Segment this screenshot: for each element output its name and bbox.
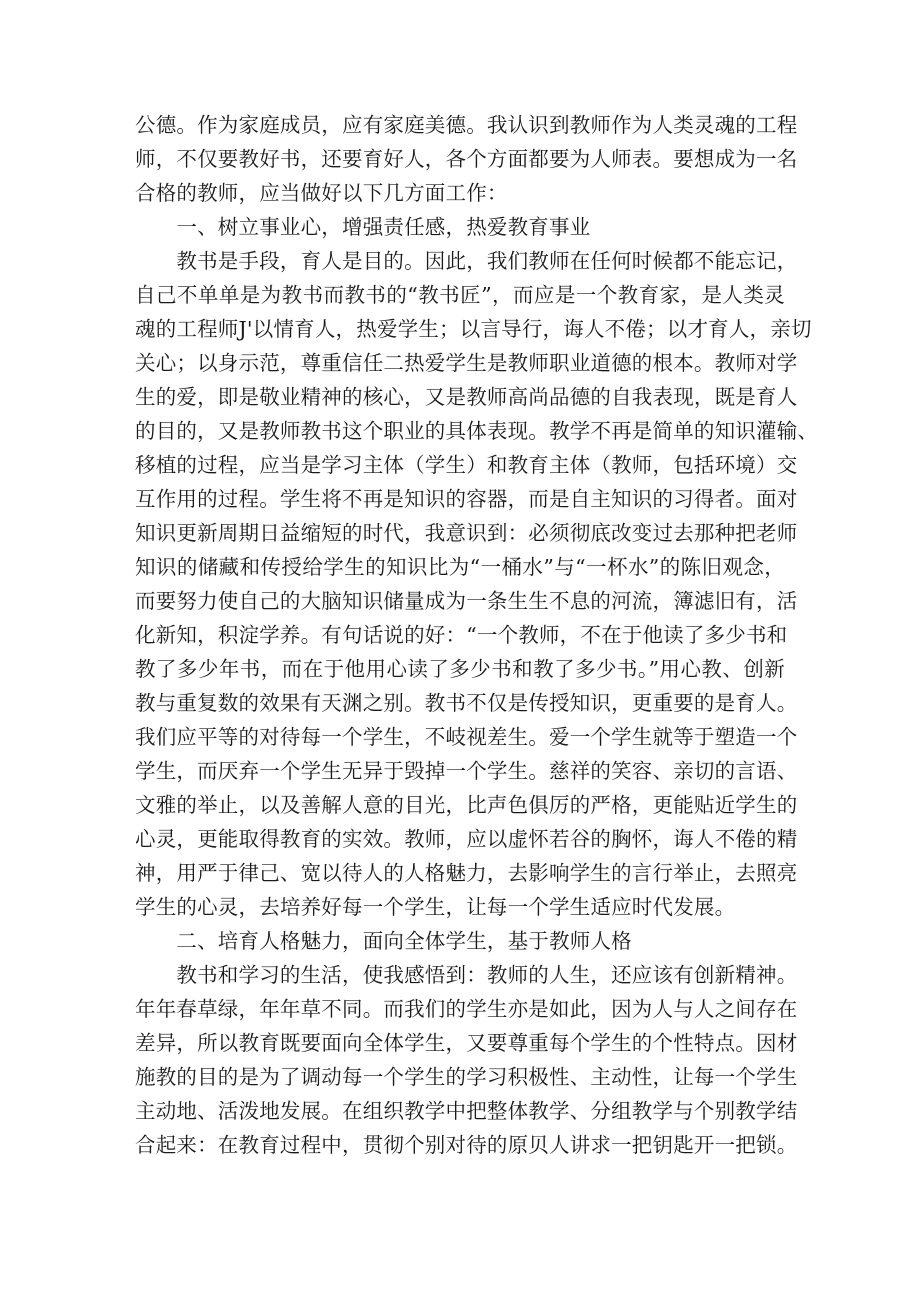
- text-line: 差异，所以教育既要面向全体学生，又要尊重每个学生的个性特点。因材: [135, 1031, 798, 1055]
- text-line: 关心；以身示范，尊重信任二热爱学生是教师职业道德的根本。教师对学: [135, 351, 798, 375]
- text-line: 施教的目的是为了调动每一个学生的学习积极性、主动性，让每一个学生: [135, 1065, 798, 1089]
- text-line: 我们应平等的对待每一个学生，不岐视差生。爱一个学生就等于塑造一个: [135, 725, 798, 749]
- paragraph-section-2: [135, 958, 798, 1162]
- text-line: 知识更新周期日益缩短的时代，我意识到：必须彻底改变过去那种把老师: [135, 521, 798, 545]
- text-line: 年年春草绿，年年草不同。而我们的学生亦是如此，因为人与人之间存在: [135, 997, 798, 1021]
- text-line: 化新知，积淀学养。有句话说的好：“一个教师，不在于他读了多少书和: [135, 623, 788, 647]
- text-line: 师，不仅要教好书，还要育好人，各个方面都要为人师表。要想成为一名: [135, 147, 798, 171]
- section-heading-2: [135, 924, 785, 958]
- text-line: 合起来：在教育过程中，贯彻个别对待的原贝人讲求一把钥匙开一把锁。: [135, 1133, 798, 1157]
- paragraph-section-1: [135, 244, 819, 924]
- text-line: 公德。作为家庭成员，应有家庭美德。我认识到教师作为人类灵魂的工程: [135, 113, 798, 137]
- text-line: 合格的教师，应当做好以下几方面工作：: [135, 181, 508, 205]
- text-line: 神，用严于律己、宽以待人的人格魅力，去影响学生的言行举止，去照亮: [135, 861, 798, 885]
- text-line: 魂的工程师J'以情育人，热爱学生；以言导行，诲人不倦；以才育人，亲切: [135, 317, 812, 341]
- document-page: [135, 108, 819, 1162]
- heading-text: 一、树立事业心，增强责任感，热爱教育事业: [135, 215, 591, 239]
- text-line: 学生的心灵，去培养好每一个学生，让每一个学生适应时代发展。: [135, 895, 736, 919]
- paragraph-intro: [135, 108, 798, 210]
- text-line: 生的爱，即是敬业精神的核心，又是教师高尚品德的自我表现，既是育人: [135, 385, 798, 409]
- text-line: 心灵，更能取得教育的实效。教师，应以虚怀若谷的胸怀，诲人不倦的精: [135, 827, 798, 851]
- section-heading-1: [135, 210, 785, 244]
- text-line: 自己不单单是为教书而教书的“教书匠”，而应是一个教育家，是人类灵: [135, 283, 785, 307]
- text-line: 教了多少年书，而在于他用心读了多少书和教了多少书。”用心教、创新: [135, 657, 785, 681]
- text-line: 教与重复数的效果有天渊之别。教书不仅是传授知识，更重要的是育人。: [135, 691, 798, 715]
- text-line: 主动地、活泼地发展。在组织教学中把整体教学、分组教学与个别教学结: [135, 1099, 798, 1123]
- text-line: 学生，而厌弃一个学生无异于毁掉一个学生。慈祥的笑容、亲切的言语、: [135, 759, 798, 783]
- text-line: 文雅的举止，以及善解人意的目光，比声色俱厉的严格，更能贴近学生的: [135, 793, 798, 817]
- heading-text: 二、培育人格魅力，面向全体学生，基于教师人格: [135, 929, 632, 953]
- text-line: 而要努力使自己的大脑知识储量成为一条生生不息的河流，簿滤旧有，活: [135, 589, 798, 613]
- text-line: 移植的过程，应当是学习主体（学生）和教育主体（教师，包括环境）交: [135, 453, 798, 477]
- text-line: 知识的储藏和传授给学生的知识比为“一桶水”与“一杯水”的陈旧观念，: [135, 555, 785, 579]
- text-line: 互作用的过程。学生将不再是知识的容器，而是自主知识的习得者。面对: [135, 487, 798, 511]
- text-line: 教书和学习的生活，使我感悟到：教师的人生，还应该有创新精神。: [135, 963, 798, 987]
- text-line: 教书是手段，育人是目的。因此，我们教师在任何时候都不能忘记，: [135, 249, 798, 273]
- text-line: 的目的，又是教师教书这个职业的具体表现。教学不再是简单的知识灌输、: [135, 419, 819, 443]
